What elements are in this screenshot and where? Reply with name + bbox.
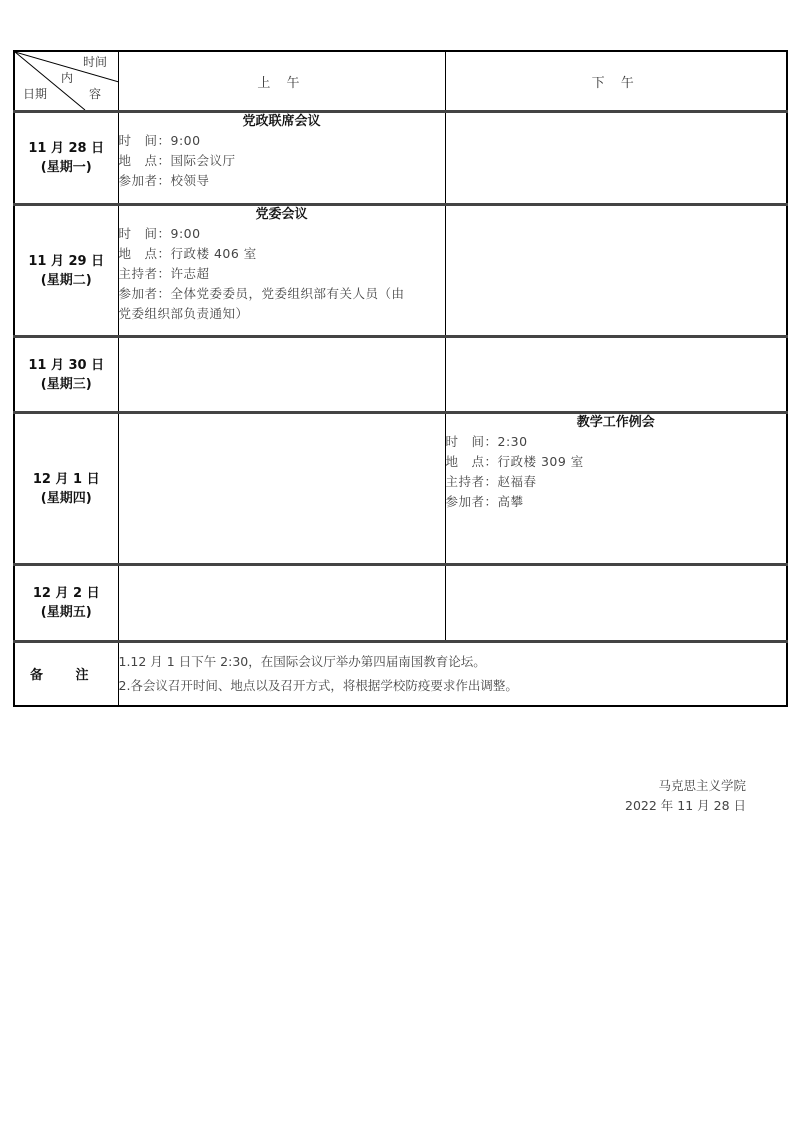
meeting-attendees: 参加者：高攀 xyxy=(445,494,524,509)
meeting-location: 地 点：国际会议厅 xyxy=(118,153,236,168)
table-row xyxy=(14,413,787,565)
date-cell xyxy=(14,337,118,413)
table-row xyxy=(14,565,787,642)
diag-content-label-1: 内 xyxy=(61,71,74,85)
meeting-host: 主持者：赵福春 xyxy=(445,474,537,489)
header-row xyxy=(14,51,787,112)
date-text: 11 月 29 日 xyxy=(28,253,105,269)
date-text: 11 月 30 日 xyxy=(28,357,105,373)
morning-header: 上 午 xyxy=(118,51,445,112)
notes-row xyxy=(14,642,787,706)
afternoon-cell xyxy=(445,112,787,205)
footer-org: 马克思主义学院 xyxy=(658,778,746,793)
afternoon-cell xyxy=(445,565,787,642)
date-text: 12 月 2 日 xyxy=(32,586,100,601)
afternoon-header: 下 午 xyxy=(445,51,787,112)
weekday-text: (星期一) xyxy=(40,160,92,175)
notes-cell xyxy=(118,642,787,706)
date-cell xyxy=(14,413,118,565)
diagonal-header-cell xyxy=(14,51,118,112)
meeting-location: 地 点：行政楼 309 室 xyxy=(445,454,584,469)
meeting-title: 党委会议 xyxy=(255,207,308,222)
morning-cell xyxy=(118,205,445,337)
meeting-time: 时 间：9:00 xyxy=(118,133,201,148)
date-cell xyxy=(14,112,118,205)
date-text: 11 月 28 日 xyxy=(28,141,105,156)
date-cell xyxy=(14,565,118,642)
weekday-text: (星期四) xyxy=(40,490,92,506)
afternoon-cell xyxy=(445,413,787,565)
meeting-attendees-cont: 党委组织部负责通知） xyxy=(118,306,249,321)
diag-date-label: 日期 xyxy=(23,87,48,101)
meeting-attendees: 参加者：校领导 xyxy=(118,173,210,188)
table-row xyxy=(14,112,787,205)
table-row xyxy=(14,205,787,337)
date-cell xyxy=(14,205,118,337)
meeting-location: 地 点：行政楼 406 室 xyxy=(118,246,257,261)
meeting-title: 教学工作例会 xyxy=(576,415,655,430)
weekday-text: (星期五) xyxy=(40,605,92,620)
meeting-attendees: 参加者：全体党委委员，党委组织部有关人员（由 xyxy=(118,286,405,301)
meeting-time: 时 间：9:00 xyxy=(118,226,201,241)
afternoon-cell xyxy=(445,337,787,413)
meeting-time: 时 间：2:30 xyxy=(445,434,528,449)
meeting-title: 党政联席会议 xyxy=(242,114,321,129)
footer-signature xyxy=(625,776,746,816)
note-item: 2.各会议召开时间、地点以及召开方式，将根据学校防疫要求作出调整。 xyxy=(118,677,518,693)
weekday-text: (星期三) xyxy=(40,376,92,392)
weekday-text: (星期二) xyxy=(40,272,92,288)
schedule-table xyxy=(13,50,788,707)
date-text: 12 月 1 日 xyxy=(32,471,100,487)
note-item: 1.12 月 1 日下午 2:30，在国际会议厅举办第四届南国教育论坛。 xyxy=(118,653,486,669)
meeting-host: 主持者：许志超 xyxy=(118,266,210,281)
morning-cell xyxy=(118,112,445,205)
diag-time-label: 时间 xyxy=(83,55,108,69)
diag-content-label-2: 容 xyxy=(89,87,102,101)
morning-cell xyxy=(118,337,445,413)
morning-cell xyxy=(118,413,445,565)
notes-label: 备 注 xyxy=(14,642,118,706)
footer-date: 2022 年 11 月 28 日 xyxy=(625,798,746,813)
morning-cell xyxy=(118,565,445,642)
afternoon-cell xyxy=(445,205,787,337)
table-row xyxy=(14,337,787,413)
